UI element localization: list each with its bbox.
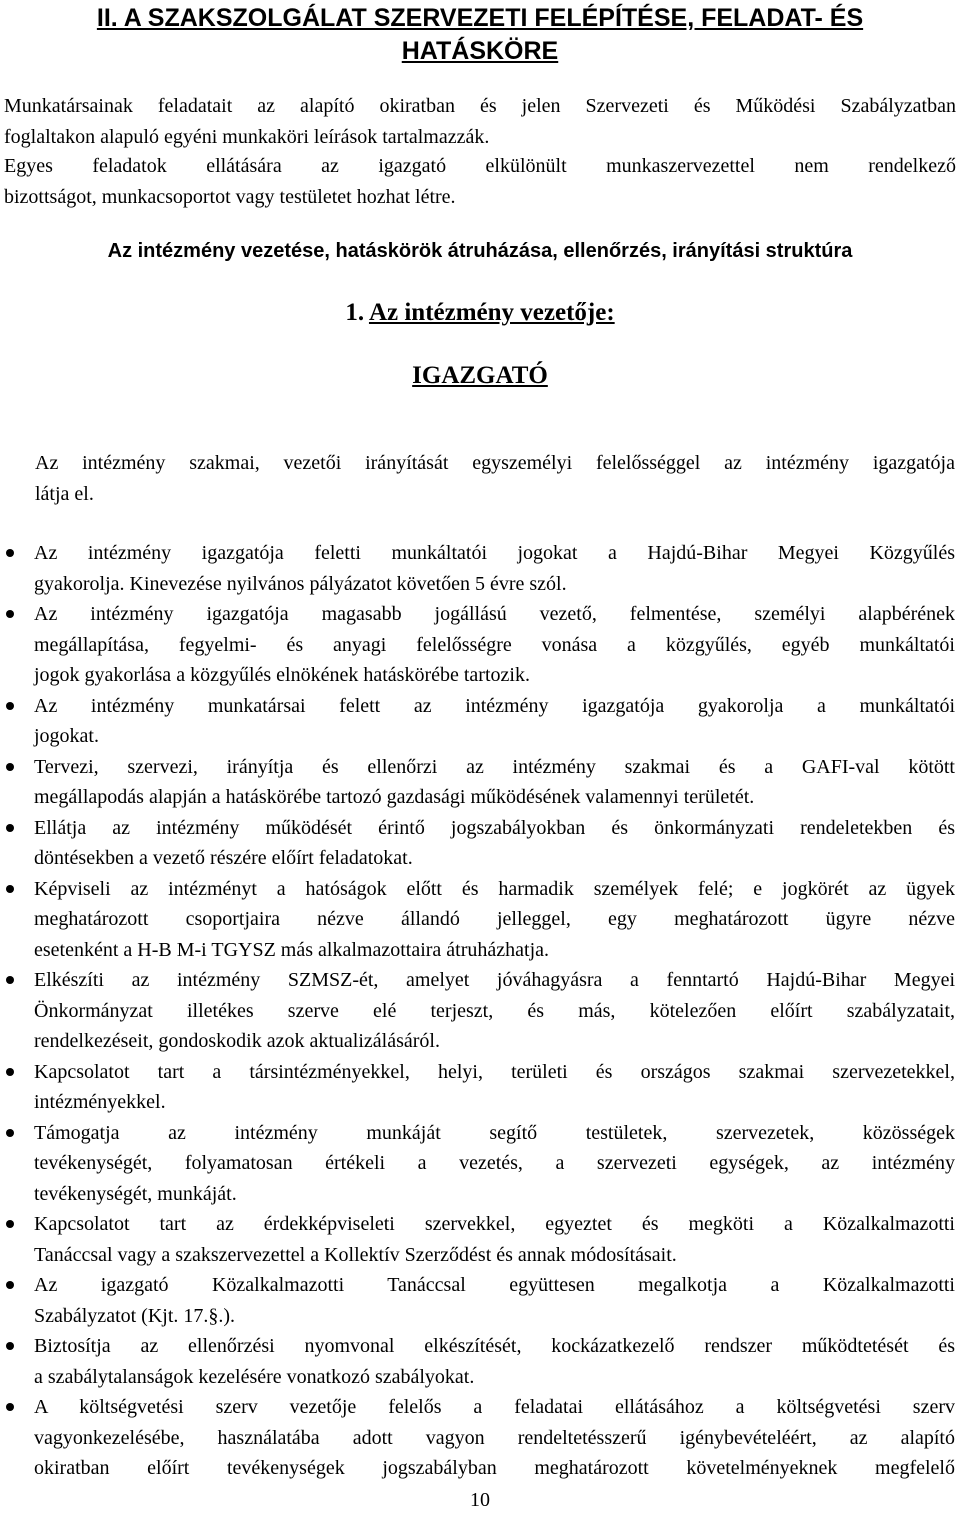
- intro-paragraph-2: [4, 151, 956, 213]
- list-item-line: Az intézmény igazgatója feletti munkáltatói jogokat a Hajdú-Bihar Megyei Közgyűlés: [34, 542, 955, 564]
- list-item: [0, 599, 960, 691]
- chapter-title: [4, 2, 956, 68]
- list-item-line: Tanáccsal vagy a szakszervezettel a Kollektív Szerződést és annak módosításait.: [34, 1243, 677, 1266]
- bullet-icon: [6, 763, 14, 771]
- list-item: [0, 965, 960, 1057]
- bullet-icon: [6, 1281, 14, 1289]
- bullet-icon: [6, 1342, 14, 1350]
- bullet-icon: [6, 1068, 14, 1076]
- page-number: 10: [470, 1489, 490, 1511]
- bullet-icon: [6, 549, 14, 557]
- list-item-line: Kapcsolatot tart a társintézményekkel, helyi, területi és országos szakmai szervezetekkel,: [34, 1060, 955, 1083]
- list-item-line: okiratban előírt tevékenységek jogszabályban meghatározott követelményeknek megfelelő: [34, 1457, 955, 1479]
- list-item-line: megállapítása, fegyelmi- és anyagi felelősségre vonása a közgyűlés, egyéb munkáltatói: [34, 633, 955, 656]
- list-item: [0, 752, 960, 813]
- list-item: [0, 813, 960, 874]
- list-item-line: jogok gyakorlása a közgyűlés elnökének hatáskörébe tartozik.: [34, 664, 530, 686]
- chapter-title-line-1: II. A SZAKSZOLGÁLAT SZERVEZETI FELÉPÍTÉSE, FELADAT- ÉS: [96, 4, 864, 32]
- list-item-line: döntésekben a vezető részére előírt feladatokat.: [34, 847, 413, 869]
- bullet-icon: [6, 885, 14, 893]
- bullet-icon: [6, 610, 14, 618]
- list-item: [0, 1331, 960, 1392]
- lead-paragraph-line-1: Az intézmény szakmai, vezetői irányítását egyszemélyi felelősséggel az intézmény igazgatója: [35, 452, 955, 474]
- sub-heading: [0, 296, 960, 330]
- bullet-icon: [6, 976, 14, 984]
- list-item-line: Tervezi, szervezi, irányítja és ellenőrzi az intézmény szakmai és a GAFI-val kötött: [34, 755, 955, 778]
- intro-paragraph-2-line-1: Egyes feladatok ellátására az igazgató elkülönült munkaszervezettel nem rendelkező: [4, 155, 956, 177]
- list-item: [0, 538, 960, 599]
- list-item: [0, 1209, 960, 1270]
- list-item-line: jogokat.: [34, 725, 99, 747]
- list-item-line: A költségvetési szerv vezetője felelős a feladatai ellátásához a költségvetési szerv: [34, 1396, 955, 1418]
- list-item-line: Ellátja az intézmény működését érintő jogszabályokban és önkormányzati rendeletekben és: [34, 816, 955, 839]
- intro-paragraph-1-line-1: Munkatársainak feladatait az alapító okiratban és jelen Szervezeti és Működési Szabályzatban: [4, 95, 956, 117]
- list-item-line: Biztosítja az ellenőrzési nyomvonal elkészítését, kockázatkezelő rendszer működtetését és: [34, 1335, 955, 1357]
- list-item-line: gyakorolja. Kinevezése nyilvános pályázatot követően 5 évre szól.: [34, 572, 567, 595]
- list-item: [0, 1392, 960, 1484]
- list-item-line: esetenként a H-B M-i TGYSZ más alkalmazottaira átruházhatja.: [34, 938, 549, 961]
- lead-paragraph-line-2: látja el.: [35, 483, 94, 505]
- list-item-line: megállapodás alapján a hatáskörébe tartozó gazdasági működésének valamennyi területét.: [34, 786, 755, 808]
- intro-paragraph-1-line-2: foglaltakon alapuló egyéni munkaköri leírások tartalmazzák.: [4, 126, 490, 148]
- list-item-line: Az intézmény munkatársai felett az intézmény igazgatója gyakorolja a munkáltatói: [34, 694, 955, 717]
- list-item-line: Az intézmény igazgatója magasabb jogállású vezető, felmentése, személyi alapbérének: [34, 603, 955, 625]
- list-item-line: Támogatja az intézmény munkáját segítő testületek, szervezetek, közösségek: [34, 1121, 955, 1144]
- list-item-line: Kapcsolatot tart az érdekképviseleti szervekkel, egyeztet és megköti a Közalkalmazotti: [34, 1213, 955, 1235]
- list-item: [0, 1118, 960, 1210]
- list-item-line: Elkészíti az intézmény SZMSZ-ét, amelyet jóváhagyásra a fenntartó Hajdú-Bihar Megyei: [34, 969, 955, 991]
- list-item-line: tevékenységét, folyamatosan értékeli a vezetés, a szervezeti egységek, az intézmény: [34, 1152, 955, 1174]
- sub-heading-number: 1.: [345, 299, 365, 326]
- list-item-line: Önkormányzat illetékes szerve elé terjeszt, és más, kötelezően előírt szabályzatait,: [34, 999, 955, 1022]
- list-item: [0, 691, 960, 752]
- list-item-line: a szabálytalanságok kezelésére vonatkozó szabályokat.: [34, 1365, 475, 1388]
- list-item-line: intézményekkel.: [34, 1091, 166, 1113]
- list-item: [0, 1057, 960, 1118]
- section-heading: Az intézmény vezetése, hatáskörök átruházása, ellenőrzés, irányítási struktúra: [107, 240, 853, 262]
- chapter-title-line-2: HATÁSKÖRE: [401, 37, 559, 65]
- responsibility-list: [0, 538, 960, 1484]
- role-title: IGAZGATÓ: [412, 362, 548, 389]
- lead-paragraph: [35, 448, 955, 510]
- bullet-icon: [6, 1403, 14, 1411]
- bullet-icon: [6, 824, 14, 832]
- list-item-line: Az igazgató Közalkalmazotti Tanáccsal együttesen megalkotja a Közalkalmazotti: [34, 1274, 955, 1296]
- list-item-line: Szabályzatot (Kjt. 17.§.).: [34, 1304, 236, 1327]
- list-item: [0, 1270, 960, 1331]
- list-item-line: Képviseli az intézményt a hatóságok előtt és harmadik személyek felé; e jogkörét az ügyek: [34, 877, 955, 900]
- list-item-line: rendelkezéseit, gondoskodik azok aktualizálásáról.: [34, 1030, 440, 1052]
- bullet-icon: [6, 1220, 14, 1228]
- sub-heading-title: Az intézmény vezetője:: [368, 299, 615, 326]
- bullet-icon: [6, 1129, 14, 1137]
- intro-paragraph-2-line-2: bizottságot, munkacsoportot vagy testületet hozhat létre.: [4, 186, 456, 208]
- list-item-line: tevékenységét, munkáját.: [34, 1182, 237, 1205]
- list-item-line: meghatározott csoportjaira nézve állandó jelleggel, egy meghatározott ügyre nézve: [34, 908, 955, 930]
- intro-paragraph-1: [4, 91, 956, 153]
- list-item-line: vagyonkezelésébe, használatába adott vagyon rendeltetésszerű igénybevételéért, az alapító: [34, 1426, 955, 1449]
- bullet-icon: [6, 702, 14, 710]
- list-item: [0, 874, 960, 966]
